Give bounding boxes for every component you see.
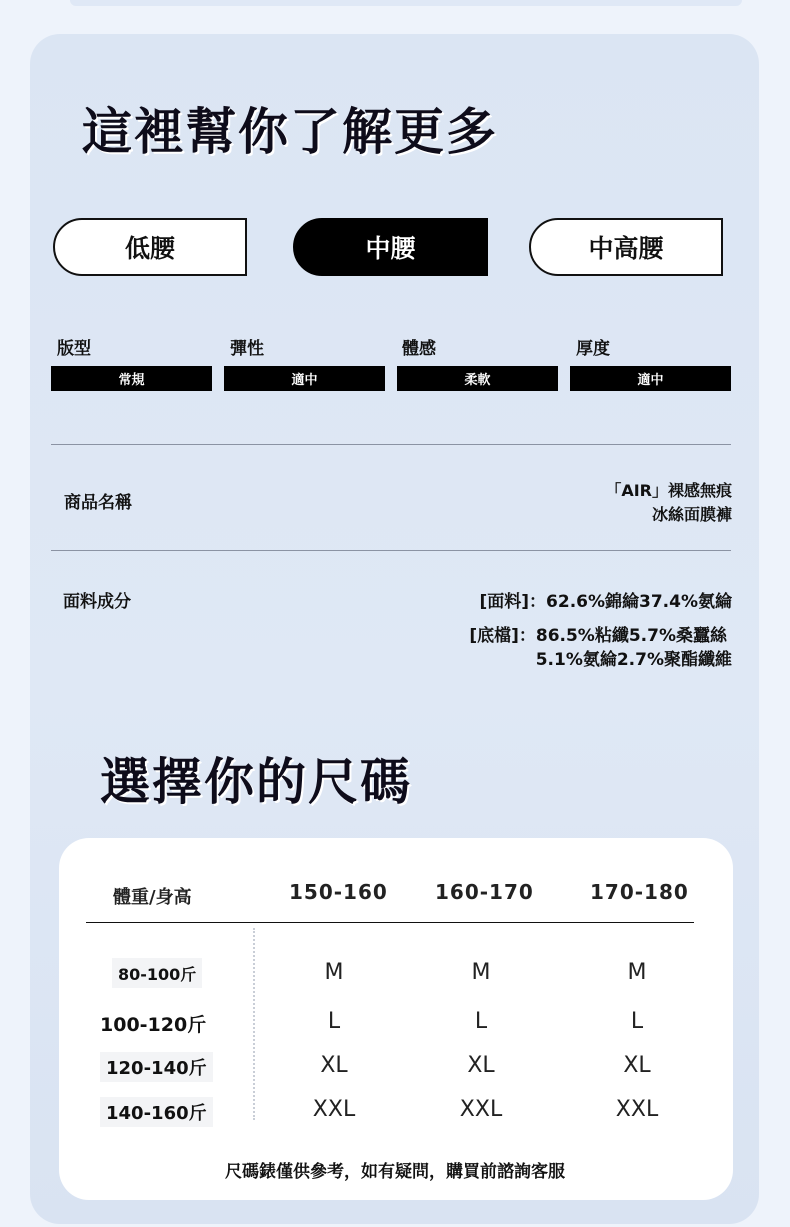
size-cell: XXL [459, 1097, 503, 1122]
size-cell: XXL [615, 1097, 659, 1122]
waist-option-mid[interactable]: 中腰 [293, 218, 488, 276]
intro-title: 這裡幫你了解更多 [82, 103, 498, 161]
size-cell: L [630, 1009, 644, 1034]
size-section-title: 選擇你的尺碼 [100, 753, 412, 811]
attr-value-feel: 柔軟 [397, 366, 558, 391]
header-rule [86, 922, 694, 923]
fabric-line2: [底檔]：86.5%粘纖5.7%桑蠶絲 [469, 626, 727, 646]
column-separator [253, 928, 255, 1120]
weight-row-label: 80-100斤 [112, 958, 202, 988]
attr-label-elasticity: 彈性 [230, 339, 264, 359]
height-header-170-180: 170-180 [590, 880, 689, 904]
product-name-label: 商品名稱 [64, 493, 132, 513]
attr-label-feel: 體感 [402, 339, 436, 359]
size-cell: XL [320, 1053, 348, 1078]
fabric-label: 面料成分 [63, 592, 131, 612]
attr-value-elasticity: 適中 [224, 366, 385, 391]
attr-label-thickness: 厚度 [576, 339, 610, 359]
weight-row-label: 100-120斤 [100, 1013, 207, 1036]
weight-row-label: 140-160斤 [100, 1097, 213, 1127]
size-chart-corner-header: 體重/身高 [113, 887, 192, 908]
size-cell: L [327, 1009, 341, 1034]
height-header-160-170: 160-170 [435, 880, 534, 904]
size-cell: XXL [312, 1097, 356, 1122]
size-cell: M [471, 960, 491, 985]
attr-label-fit: 版型 [57, 339, 91, 359]
product-name-line2: 冰絲面膜褲 [651, 505, 732, 524]
weight-row-label: 120-140斤 [100, 1052, 213, 1082]
attr-value-fit: 常規 [51, 366, 212, 391]
waist-option-low[interactable]: 低腰 [53, 218, 247, 276]
height-header-150-160: 150-160 [289, 880, 388, 904]
divider [51, 550, 731, 551]
fabric-line3: 5.1%氨綸2.7%聚酯纖維 [535, 650, 732, 670]
size-cell: L [474, 1009, 488, 1034]
size-cell: M [324, 960, 344, 985]
waist-option-mid-high[interactable]: 中高腰 [529, 218, 723, 276]
product-name-line1: 「AIR」裸感無痕 [605, 481, 732, 500]
divider [51, 444, 731, 445]
top-strip [70, 0, 742, 6]
size-cell: XL [467, 1053, 495, 1078]
size-cell: XL [623, 1053, 651, 1078]
size-cell: M [627, 960, 647, 985]
fabric-line1: [面料]：62.6%錦綸37.4%氨綸 [479, 592, 732, 612]
size-chart-note: 尺碼錶僅供參考，如有疑問，購買前諮詢客服 [225, 1162, 565, 1182]
attr-value-thickness: 適中 [570, 366, 731, 391]
